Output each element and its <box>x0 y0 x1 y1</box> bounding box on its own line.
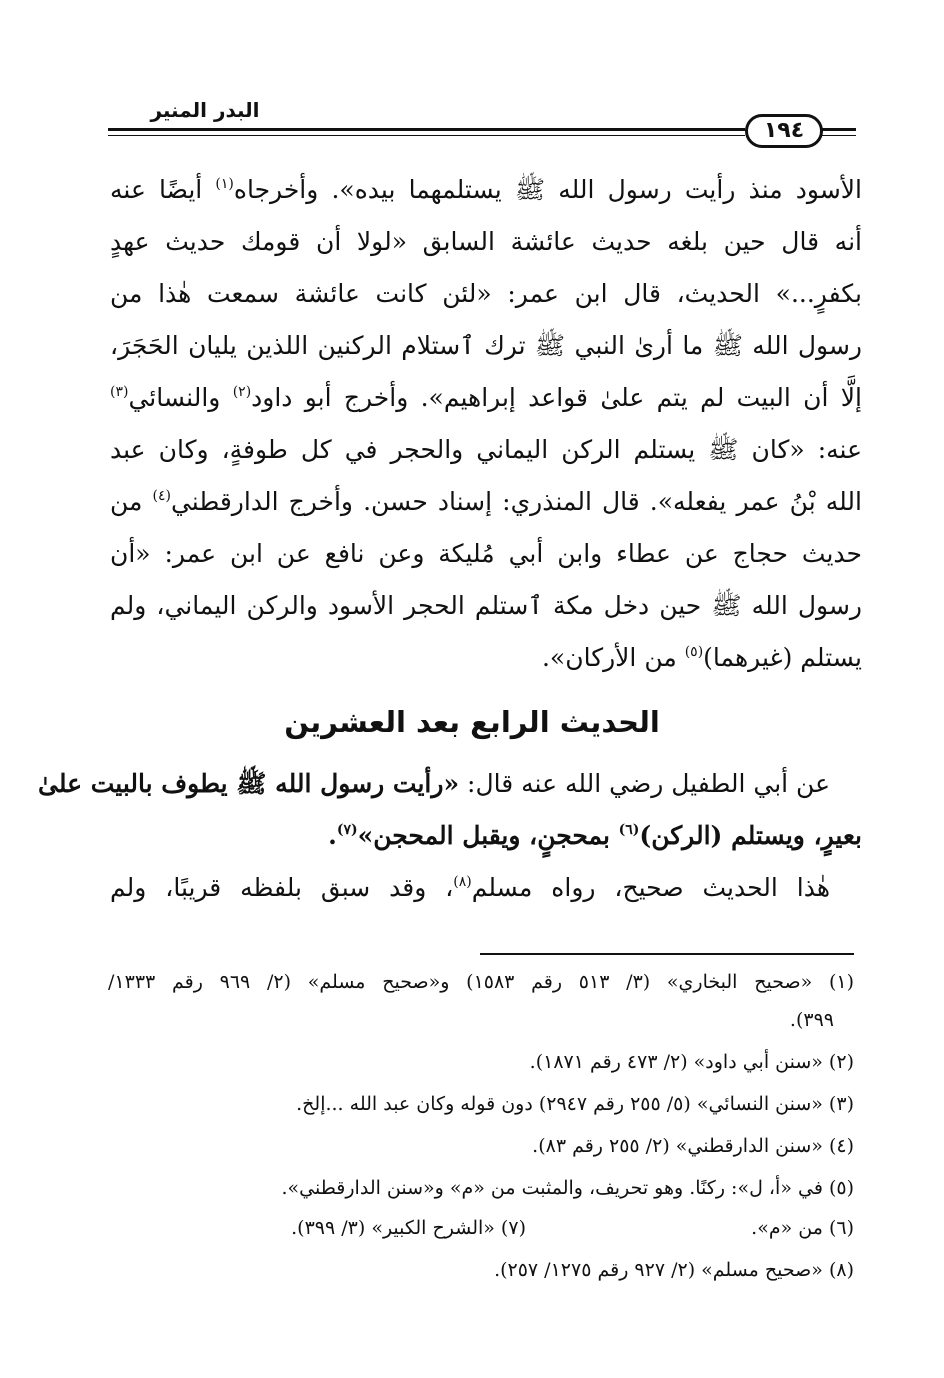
header-rule-stub <box>822 128 856 136</box>
page-number-badge: ١٩٤ <box>745 114 823 148</box>
body-line-7: الله بْنُ عمر يفعله». قال المنذري: إسناد حسن. وأخرج الدارقطني$^{(٤)}$ من <box>110 487 862 516</box>
body-line-2: أنه قال حين بلغه حديث عائشة السابق «لولا أن قومك حديث عهدٍ <box>110 227 862 256</box>
body-line-6: عنه: «كان ﷺ يستلم الركن اليماني والحجر في كل طوفةٍ، وكان عبد <box>110 435 862 464</box>
footnote-1-continuation: ٣٩٩). <box>789 1009 834 1031</box>
body-line-10: يستلم (غيرهما)$^{(٥)}$ من الأركان». <box>541 643 862 672</box>
hadith-line-2: بعيرٍ، ويستلم (الركن)$^{(٦)}$ بمحجنٍ، ويقبل المحجن»$^{(٧)}$. <box>328 821 862 850</box>
body-line-4: رسول الله ﷺ ما أرىٰ النبي ﷺ ترك ٱستلام الركنين اللذين يليان الحَجَرَ، <box>110 331 862 360</box>
body-line-8: حديث حجاج عن عطاء وابن أبي مُليكة وعن نافع عن ابن عمر: «أن <box>110 539 862 568</box>
hadith-line-3: هٰذا الحديث صحيح، رواه مسلم$^{(٨)}$، وقد سبق بلفظه قريبًا، ولم <box>110 873 830 902</box>
section-heading: الحديث الرابع بعد العشرين <box>284 705 660 739</box>
footnote-6: (٦) من «م». <box>751 1217 854 1239</box>
footnote-5: (٥) في «أ، ل»: ركنًا. وهو تحريف، والمثبت من «م» و«سنن الدارقطني». <box>281 1177 854 1199</box>
footnote-3: (٣) «سنن النسائي» (٥/ ٢٥٥ رقم ٢٩٤٧) دون قوله وكان عبد الله ...إلخ. <box>296 1093 854 1115</box>
footnote-4: (٤) «سنن الدارقطني» (٢/ ٢٥٥ رقم ٨٣). <box>532 1135 854 1157</box>
running-title: البدر المنير <box>150 98 260 122</box>
footnote-8: (٨) «صحيح مسلم» (٢/ ٩٢٧ رقم ١٢٧٥/ ٢٥٧). <box>494 1259 854 1281</box>
body-line-9: رسول الله ﷺ حين دخل مكة ٱستلم الحجر الأسود والركن اليماني، ولم <box>110 591 862 620</box>
footnote-7: (٧) «الشرح الكبير» (٣/ ٣٩٩). <box>291 1217 526 1239</box>
hadith-line-1: عن أبي الطفيل رضي الله عنه قال: «رأيت رسول الله ﷺ يطوف بالبيت علىٰ <box>38 769 830 798</box>
footnote-1: (١) «صحيح البخاري» (٣/ ٥١٣ رقم ١٥٨٣) و«صحيح مسلم» (٢/ ٩٦٩ رقم ١٣٣٣/ <box>108 971 855 993</box>
body-line-3: بكفرٍ...» الحديث، قال ابن عمر: «لئن كانت عائشة سمعت هٰذا من <box>110 279 862 308</box>
footnote-2: (٢) «سنن أبي داود» (٢/ ٤٧٣ رقم ١٨٧١). <box>529 1051 854 1073</box>
footnote-separator <box>480 953 854 955</box>
body-line-5: إلَّا أن البيت لم يتم علىٰ قواعد إبراهيم». وأخرج أبو داود$^{(٢)}$ والنسائي$^{(٣)}$ <box>110 383 863 412</box>
header-rule <box>108 128 745 136</box>
body-line-1: الأسود منذ رأيت رسول الله ﷺ يستلمهما بيده». وأخرجاه$^{(١)}$ أيضًا عنه <box>110 175 862 204</box>
